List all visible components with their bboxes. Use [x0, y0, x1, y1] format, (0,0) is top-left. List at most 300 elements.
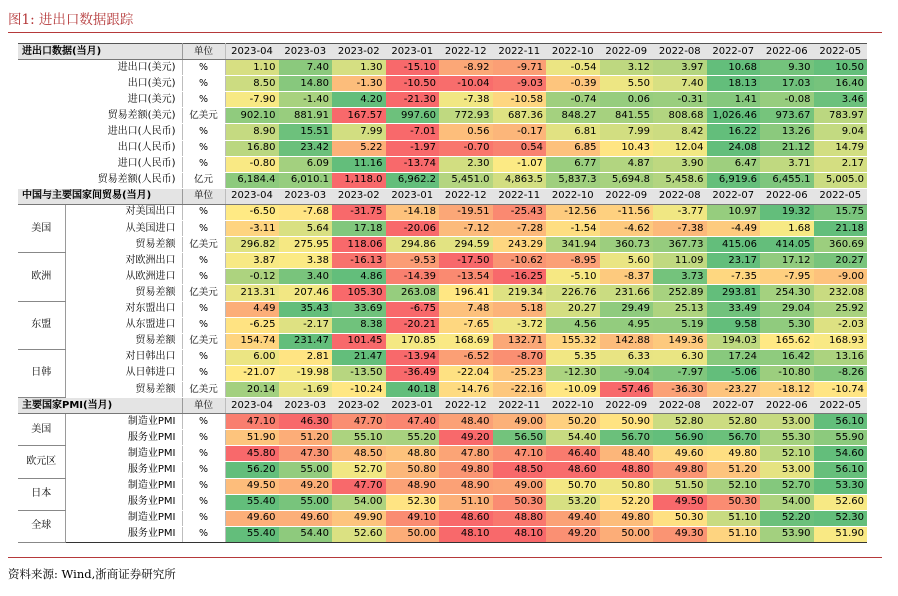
column-header: 2022-08: [653, 398, 707, 414]
value-cell: 4.49: [225, 301, 279, 317]
table-row: [18, 349, 867, 365]
value-cell: 48.10: [493, 526, 547, 542]
unit-header: 单位: [182, 398, 225, 414]
section-header-row: [18, 398, 867, 414]
table-row: [18, 446, 867, 462]
section-header-row: [18, 188, 867, 204]
value-cell: -8.37: [600, 269, 654, 285]
value-cell: 167.57: [332, 108, 386, 124]
value-cell: 47.10: [493, 446, 547, 462]
value-cell: 275.95: [279, 237, 333, 253]
value-cell: 16.42: [760, 349, 814, 365]
table-row: [18, 221, 867, 237]
column-header: 2023-04: [225, 398, 279, 414]
value-cell: 841.55: [600, 108, 654, 124]
column-header: 2023-01: [386, 188, 440, 204]
row-label: 贸易差额: [65, 381, 182, 397]
value-cell: 6,962.2: [386, 172, 440, 188]
group-label: 美国: [18, 414, 65, 446]
row-label: 对欧洲出口: [65, 253, 182, 269]
value-cell: 5,005.0: [814, 172, 868, 188]
value-cell: 50.30: [707, 494, 761, 510]
value-cell: -1.30: [332, 76, 386, 92]
table-row: [18, 124, 867, 140]
value-cell: -7.90: [225, 92, 279, 108]
group-label: 欧元区: [18, 446, 65, 478]
value-cell: 232.08: [814, 285, 868, 301]
value-cell: 168.69: [439, 333, 493, 349]
value-cell: 47.70: [332, 414, 386, 430]
value-cell: 15.51: [279, 124, 333, 140]
value-cell: 48.40: [600, 446, 654, 462]
value-cell: 4.86: [332, 269, 386, 285]
value-cell: 5.30: [760, 317, 814, 333]
row-label: 制造业PMI: [65, 478, 182, 494]
value-cell: -21.07: [225, 365, 279, 381]
page-title: 图1: 进出口数据跟踪: [8, 12, 134, 28]
value-cell: -15.10: [386, 60, 440, 76]
value-cell: -3.72: [493, 317, 547, 333]
value-cell: 414.05: [760, 237, 814, 253]
table-row: [18, 108, 867, 124]
column-header: 2023-02: [332, 44, 386, 60]
value-cell: 51.90: [814, 526, 868, 542]
value-cell: 6,010.1: [279, 172, 333, 188]
row-label: 贸易差额(美元): [18, 108, 182, 124]
row-unit: %: [182, 349, 225, 365]
value-cell: -10.58: [493, 92, 547, 108]
value-cell: -7.01: [386, 124, 440, 140]
row-label: 服务业PMI: [65, 462, 182, 478]
value-cell: 50.80: [386, 462, 440, 478]
column-header: 2022-10: [546, 188, 600, 204]
value-cell: -7.65: [439, 317, 493, 333]
value-cell: 16.22: [707, 124, 761, 140]
value-cell: 19.32: [760, 204, 814, 220]
column-header: 2023-02: [332, 398, 386, 414]
column-header: 2023-01: [386, 398, 440, 414]
value-cell: 54.00: [332, 494, 386, 510]
value-cell: -12.30: [546, 365, 600, 381]
value-cell: -12.56: [546, 204, 600, 220]
value-cell: 5.18: [493, 301, 547, 317]
section-title: 进出口数据(当月): [18, 44, 182, 60]
value-cell: 48.80: [600, 462, 654, 478]
value-cell: -1.97: [386, 140, 440, 156]
value-cell: 5.35: [546, 349, 600, 365]
value-cell: 33.49: [707, 301, 761, 317]
value-cell: 52.80: [653, 414, 707, 430]
row-label: 服务业PMI: [65, 526, 182, 542]
table-row: [18, 172, 867, 188]
value-cell: 48.10: [439, 526, 493, 542]
value-cell: -10.24: [332, 381, 386, 397]
value-cell: 168.93: [814, 333, 868, 349]
value-cell: -9.53: [386, 253, 440, 269]
value-cell: 2.81: [279, 349, 333, 365]
row-unit: %: [182, 462, 225, 478]
value-cell: 341.94: [546, 237, 600, 253]
table-row: [18, 333, 867, 349]
value-cell: -14.76: [439, 381, 493, 397]
unit-header: 单位: [182, 188, 225, 204]
value-cell: 14.79: [814, 140, 868, 156]
value-cell: 55.40: [225, 526, 279, 542]
value-cell: 56.50: [493, 430, 547, 446]
row-label: 对东盟出口: [65, 301, 182, 317]
value-cell: 0.06: [600, 92, 654, 108]
row-unit: %: [182, 124, 225, 140]
row-unit: %: [182, 365, 225, 381]
value-cell: 25.92: [814, 301, 868, 317]
table-row: [18, 301, 867, 317]
value-cell: 15.75: [814, 204, 868, 220]
value-cell: 25.13: [653, 301, 707, 317]
value-cell: -5.10: [546, 269, 600, 285]
value-cell: 51.50: [653, 478, 707, 494]
value-cell: 1.68: [760, 221, 814, 237]
value-cell: -36.30: [653, 381, 707, 397]
value-cell: -10.80: [760, 365, 814, 381]
value-cell: -4.49: [707, 221, 761, 237]
row-unit: 亿美元: [182, 381, 225, 397]
value-cell: 11.09: [653, 253, 707, 269]
value-cell: 54.00: [760, 494, 814, 510]
value-cell: 3.73: [653, 269, 707, 285]
table-row: [18, 92, 867, 108]
group-label: 欧洲: [18, 253, 65, 301]
value-cell: -0.08: [760, 92, 814, 108]
column-header: 2023-03: [279, 398, 333, 414]
value-cell: 14.80: [279, 76, 333, 92]
value-cell: 48.80: [493, 510, 547, 526]
value-cell: 52.10: [707, 478, 761, 494]
value-cell: 50.30: [493, 494, 547, 510]
value-cell: 51.10: [439, 494, 493, 510]
value-cell: 40.18: [386, 381, 440, 397]
value-cell: -21.30: [386, 92, 440, 108]
table-row: [18, 140, 867, 156]
row-label: 进出口(人民币): [18, 124, 182, 140]
column-header: 2022-09: [600, 398, 654, 414]
column-header: 2023-01: [386, 44, 440, 60]
value-cell: 194.03: [707, 333, 761, 349]
value-cell: 17.18: [332, 221, 386, 237]
value-cell: 231.66: [600, 285, 654, 301]
value-cell: 49.20: [279, 478, 333, 494]
row-label: 制造业PMI: [65, 414, 182, 430]
row-unit: 亿美元: [182, 285, 225, 301]
value-cell: 132.71: [493, 333, 547, 349]
row-unit: %: [182, 414, 225, 430]
value-cell: 47.70: [332, 478, 386, 494]
value-cell: -0.80: [225, 156, 279, 172]
value-cell: -18.12: [760, 381, 814, 397]
column-header: 2022-06: [760, 398, 814, 414]
value-cell: -10.04: [439, 76, 493, 92]
value-cell: 46.40: [546, 446, 600, 462]
value-cell: 6,184.4: [225, 172, 279, 188]
row-unit: %: [182, 60, 225, 76]
value-cell: 55.00: [279, 494, 333, 510]
value-cell: 5.64: [279, 221, 333, 237]
value-cell: -6.52: [439, 349, 493, 365]
value-cell: 49.90: [332, 510, 386, 526]
value-cell: -0.31: [653, 92, 707, 108]
value-cell: 973.67: [760, 108, 814, 124]
row-unit: %: [182, 92, 225, 108]
value-cell: -13.54: [439, 269, 493, 285]
value-cell: 1.10: [225, 60, 279, 76]
value-cell: 52.10: [760, 446, 814, 462]
table-row: [18, 430, 867, 446]
value-cell: 1,118.0: [332, 172, 386, 188]
value-cell: -7.97: [653, 365, 707, 381]
value-cell: 0.56: [439, 124, 493, 140]
value-cell: -10.74: [814, 381, 868, 397]
value-cell: 11.16: [332, 156, 386, 172]
value-cell: 6.77: [546, 156, 600, 172]
value-cell: 48.60: [546, 462, 600, 478]
row-label: 对日韩出口: [65, 349, 182, 365]
value-cell: 49.60: [653, 446, 707, 462]
value-cell: 52.30: [386, 494, 440, 510]
row-unit: %: [182, 221, 225, 237]
value-cell: 49.80: [653, 462, 707, 478]
value-cell: 8.90: [225, 124, 279, 140]
value-cell: 7.99: [600, 124, 654, 140]
value-cell: 49.60: [279, 510, 333, 526]
value-cell: -23.27: [707, 381, 761, 397]
value-cell: 47.30: [279, 446, 333, 462]
value-cell: 29.04: [760, 301, 814, 317]
value-cell: 49.00: [493, 478, 547, 494]
group-label: 东盟: [18, 301, 65, 349]
row-label: 进口(人民币): [18, 156, 182, 172]
value-cell: 1.41: [707, 92, 761, 108]
value-cell: 53.20: [546, 494, 600, 510]
value-cell: 105.30: [332, 285, 386, 301]
value-cell: 53.90: [760, 526, 814, 542]
value-cell: -2.03: [814, 317, 868, 333]
value-cell: 56.10: [814, 462, 868, 478]
value-cell: 52.20: [760, 510, 814, 526]
row-unit: %: [182, 301, 225, 317]
section-title: 中国与主要国家间贸易(当月): [18, 188, 182, 204]
value-cell: 56.70: [707, 430, 761, 446]
value-cell: 848.27: [546, 108, 600, 124]
row-unit: %: [182, 204, 225, 220]
value-cell: 48.60: [439, 510, 493, 526]
value-cell: 33.69: [332, 301, 386, 317]
value-cell: 4.87: [600, 156, 654, 172]
value-cell: -20.21: [386, 317, 440, 333]
value-cell: -7.28: [493, 221, 547, 237]
value-cell: 13.16: [814, 349, 868, 365]
row-label: 制造业PMI: [65, 446, 182, 462]
value-cell: -7.68: [279, 204, 333, 220]
value-cell: 55.00: [279, 462, 333, 478]
column-header: 2022-07: [707, 44, 761, 60]
row-unit: %: [182, 140, 225, 156]
value-cell: 48.40: [439, 414, 493, 430]
value-cell: 50.20: [546, 414, 600, 430]
value-cell: 50.00: [386, 526, 440, 542]
value-cell: 8.42: [653, 124, 707, 140]
value-cell: -1.54: [546, 221, 600, 237]
value-cell: 49.00: [493, 414, 547, 430]
value-cell: 10.50: [814, 60, 868, 76]
value-cell: -17.50: [439, 253, 493, 269]
value-cell: 6.00: [225, 349, 279, 365]
value-cell: -13.94: [386, 349, 440, 365]
value-cell: -0.74: [546, 92, 600, 108]
row-label: 贸易差额(人民币): [18, 172, 182, 188]
row-unit: %: [182, 510, 225, 526]
value-cell: -13.74: [386, 156, 440, 172]
table-row: [18, 285, 867, 301]
value-cell: 56.20: [225, 462, 279, 478]
value-cell: -0.70: [439, 140, 493, 156]
value-cell: -13.50: [332, 365, 386, 381]
value-cell: 51.20: [707, 462, 761, 478]
trade-data-table: [18, 43, 867, 543]
value-cell: -25.43: [493, 204, 547, 220]
value-cell: 997.60: [386, 108, 440, 124]
value-cell: -19.98: [279, 365, 333, 381]
column-header: 2022-11: [493, 398, 547, 414]
value-cell: 7.48: [439, 301, 493, 317]
value-cell: 5.22: [332, 140, 386, 156]
table-row: [18, 510, 867, 526]
value-cell: -0.39: [546, 76, 600, 92]
value-cell: 56.10: [814, 414, 868, 430]
column-header: 2023-03: [279, 188, 333, 204]
value-cell: -5.06: [707, 365, 761, 381]
column-header: 2022-06: [760, 188, 814, 204]
value-cell: -14.18: [386, 204, 440, 220]
value-cell: -7.38: [653, 221, 707, 237]
value-cell: 254.30: [760, 285, 814, 301]
value-cell: 47.10: [225, 414, 279, 430]
value-cell: 53.00: [760, 462, 814, 478]
value-cell: 46.30: [279, 414, 333, 430]
value-cell: -25.23: [493, 365, 547, 381]
value-cell: 49.60: [225, 510, 279, 526]
value-cell: 29.49: [600, 301, 654, 317]
value-cell: 7.99: [332, 124, 386, 140]
value-cell: 8.50: [225, 76, 279, 92]
value-cell: 23.17: [707, 253, 761, 269]
value-cell: -6.50: [225, 204, 279, 220]
value-cell: 52.80: [707, 414, 761, 430]
value-cell: 49.80: [707, 446, 761, 462]
table-row: [18, 526, 867, 542]
value-cell: 52.20: [600, 494, 654, 510]
value-cell: 16.80: [225, 140, 279, 156]
row-label: 制造业PMI: [65, 510, 182, 526]
value-cell: 47.40: [386, 414, 440, 430]
value-cell: 21.12: [760, 140, 814, 156]
value-cell: 3.87: [225, 253, 279, 269]
row-label: 贸易差额: [65, 237, 182, 253]
value-cell: 8.38: [332, 317, 386, 333]
value-cell: -8.26: [814, 365, 868, 381]
value-cell: 48.80: [386, 446, 440, 462]
table-row: [18, 414, 867, 430]
value-cell: 367.73: [653, 237, 707, 253]
row-unit: %: [182, 253, 225, 269]
table-row: [18, 381, 867, 397]
value-cell: 21.47: [332, 349, 386, 365]
row-unit: 亿元: [182, 172, 225, 188]
column-header: 2023-03: [279, 44, 333, 60]
value-cell: 6.09: [279, 156, 333, 172]
value-cell: 50.90: [600, 414, 654, 430]
value-cell: 154.74: [225, 333, 279, 349]
row-label: 贸易差额: [65, 333, 182, 349]
group-label: 全球: [18, 510, 65, 542]
table-row: [18, 494, 867, 510]
table-row: [18, 76, 867, 92]
row-unit: 亿美元: [182, 108, 225, 124]
column-header: 2022-07: [707, 398, 761, 414]
value-cell: 6.33: [600, 349, 654, 365]
column-header: 2022-06: [760, 44, 814, 60]
value-cell: 155.32: [546, 333, 600, 349]
value-cell: 52.70: [760, 478, 814, 494]
column-header: 2022-09: [600, 188, 654, 204]
value-cell: 20.27: [546, 301, 600, 317]
value-cell: 3.90: [653, 156, 707, 172]
value-cell: 9.30: [760, 60, 814, 76]
value-cell: 213.31: [225, 285, 279, 301]
value-cell: 1,026.46: [707, 108, 761, 124]
value-cell: 51.10: [707, 526, 761, 542]
row-unit: %: [182, 269, 225, 285]
column-header: 2023-02: [332, 188, 386, 204]
value-cell: 6,455.1: [760, 172, 814, 188]
title-rule: [8, 32, 882, 33]
value-cell: 5,458.6: [653, 172, 707, 188]
table-row: [18, 204, 867, 220]
value-cell: 54.40: [279, 526, 333, 542]
row-label: 出口(美元): [18, 76, 182, 92]
value-cell: 5.50: [600, 76, 654, 92]
value-cell: 2.17: [814, 156, 868, 172]
value-cell: 12.04: [653, 140, 707, 156]
value-cell: 3.97: [653, 60, 707, 76]
value-cell: 51.20: [279, 430, 333, 446]
value-cell: -11.56: [600, 204, 654, 220]
value-cell: -8.95: [546, 253, 600, 269]
value-cell: 902.10: [225, 108, 279, 124]
value-cell: 52.60: [332, 526, 386, 542]
value-cell: 56.70: [600, 430, 654, 446]
value-cell: 55.30: [760, 430, 814, 446]
value-cell: 50.80: [600, 478, 654, 494]
value-cell: -7.12: [439, 221, 493, 237]
value-cell: -4.62: [600, 221, 654, 237]
column-header: 2022-05: [814, 188, 868, 204]
value-cell: 6.81: [546, 124, 600, 140]
value-cell: 49.40: [546, 510, 600, 526]
value-cell: 360.69: [814, 237, 868, 253]
value-cell: -20.06: [386, 221, 440, 237]
value-cell: -1.69: [279, 381, 333, 397]
value-cell: 783.97: [814, 108, 868, 124]
value-cell: 50.70: [546, 478, 600, 494]
